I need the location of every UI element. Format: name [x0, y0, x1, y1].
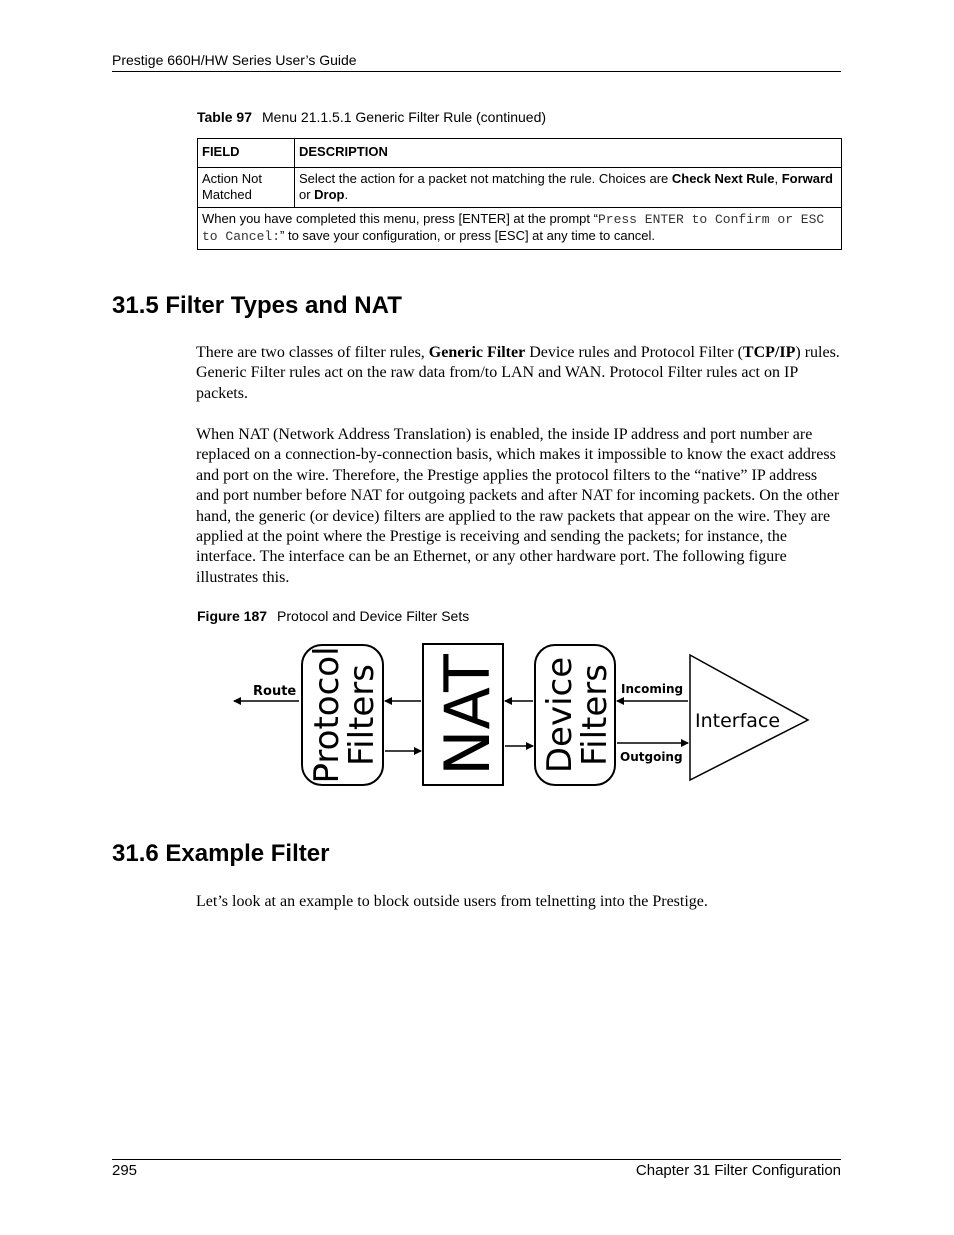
table-caption	[197, 109, 546, 125]
page-number: 295	[112, 1162, 138, 1179]
column-header-description: DESCRIPTION	[295, 139, 842, 168]
choice-forward: Forward	[781, 171, 834, 186]
interface-label: Interface	[695, 710, 781, 732]
incoming-label: Incoming	[621, 682, 684, 696]
description-suffix: .	[344, 187, 349, 202]
table-header-row	[198, 139, 842, 168]
note-cell	[198, 208, 842, 250]
section-heading-filter-types: 31.5 Filter Types and NAT	[112, 292, 402, 319]
route-label: Route	[253, 684, 297, 699]
column-header-field: FIELD	[198, 139, 295, 168]
table-caption-text: Menu 21.1.5.1 Generic Filter Rule (continued)	[262, 109, 547, 125]
note-suffix: ” to save your configuration, or press [ESC] at any time to cancel.	[280, 228, 656, 243]
para-text: There are two classes of filter rules,	[196, 344, 429, 361]
table-note-row	[198, 208, 842, 250]
table-row	[198, 168, 842, 208]
device-label-line2: Filters	[575, 664, 615, 766]
term-generic-filter: Generic Filter	[428, 344, 526, 361]
filter-rule-table	[197, 138, 842, 250]
footer-rule	[112, 1159, 841, 1160]
field-cell: Action Not Matched	[198, 168, 295, 208]
choice-check-next-rule: Check Next Rule	[671, 171, 775, 186]
note-prefix: When you have completed this menu, press [ENTER] at the prompt “	[202, 211, 598, 226]
paragraph-nat-explanation: When NAT (Network Address Translation) is enabled, the inside IP address and port number are replaced on a connection-by-connection basis, which makes it impossible to know the exact address and port on the wire. Therefore, the Prestige applies the protocol filters to the “native” IP address and port number before NAT for outgoing packets and after NAT for incoming packets. On the other hand, the generic (or device) filters are applied to the raw packets that appear on the wire. They are applied at the point where the Prestige is receiving and sending the packets; for instance, the interface. The interface can be an Ethernet, or any other hardware port. The following figure illustrates this.	[196, 426, 840, 586]
table-caption-label: Table 97	[197, 109, 252, 125]
para-text: Device rules and Protocol Filter (	[525, 344, 743, 361]
description-cell	[295, 168, 842, 208]
prompt-text: Press ENTER to Confirm or ESC to Cancel:	[202, 212, 825, 244]
nat-label: NAT	[431, 654, 504, 776]
figure-caption	[197, 608, 469, 624]
figure-caption-text: Protocol and Device Filter Sets	[277, 608, 470, 624]
description-text: Select the action for a packet not matching the rule. Choices are	[299, 171, 672, 186]
protocol-label-line1: Protocol	[307, 646, 347, 784]
choice-drop: Drop	[314, 187, 345, 202]
outgoing-label: Outgoing	[620, 750, 683, 764]
term-tcp-ip: TCP/IP	[742, 344, 796, 361]
paragraph-example: Let’s look at an example to block outside users from telnetting into the Prestige.	[196, 893, 708, 910]
protocol-filters-label	[307, 646, 382, 783]
device-label-line1: Device	[540, 656, 580, 774]
header-rule	[112, 71, 841, 72]
running-header: Prestige 660H/HW Series User’s Guide	[112, 52, 357, 68]
choice-separator: ,	[774, 171, 779, 186]
section-heading-example-filter: 31.6 Example Filter	[112, 840, 330, 867]
filter-sets-diagram	[225, 640, 815, 795]
protocol-label-line2: Filters	[342, 664, 382, 766]
choice-separator: or	[299, 187, 315, 202]
figure-caption-label: Figure 187	[197, 608, 268, 624]
chapter-title: Chapter 31 Filter Configuration	[635, 1162, 841, 1179]
paragraph-filter-classes	[196, 343, 842, 404]
device-filters-label	[540, 657, 615, 773]
para-text: ) rules. Generic Filter rules act on the raw data from/to LAN and WAN. Protocol Filter rules act on IP packets.	[196, 344, 840, 402]
